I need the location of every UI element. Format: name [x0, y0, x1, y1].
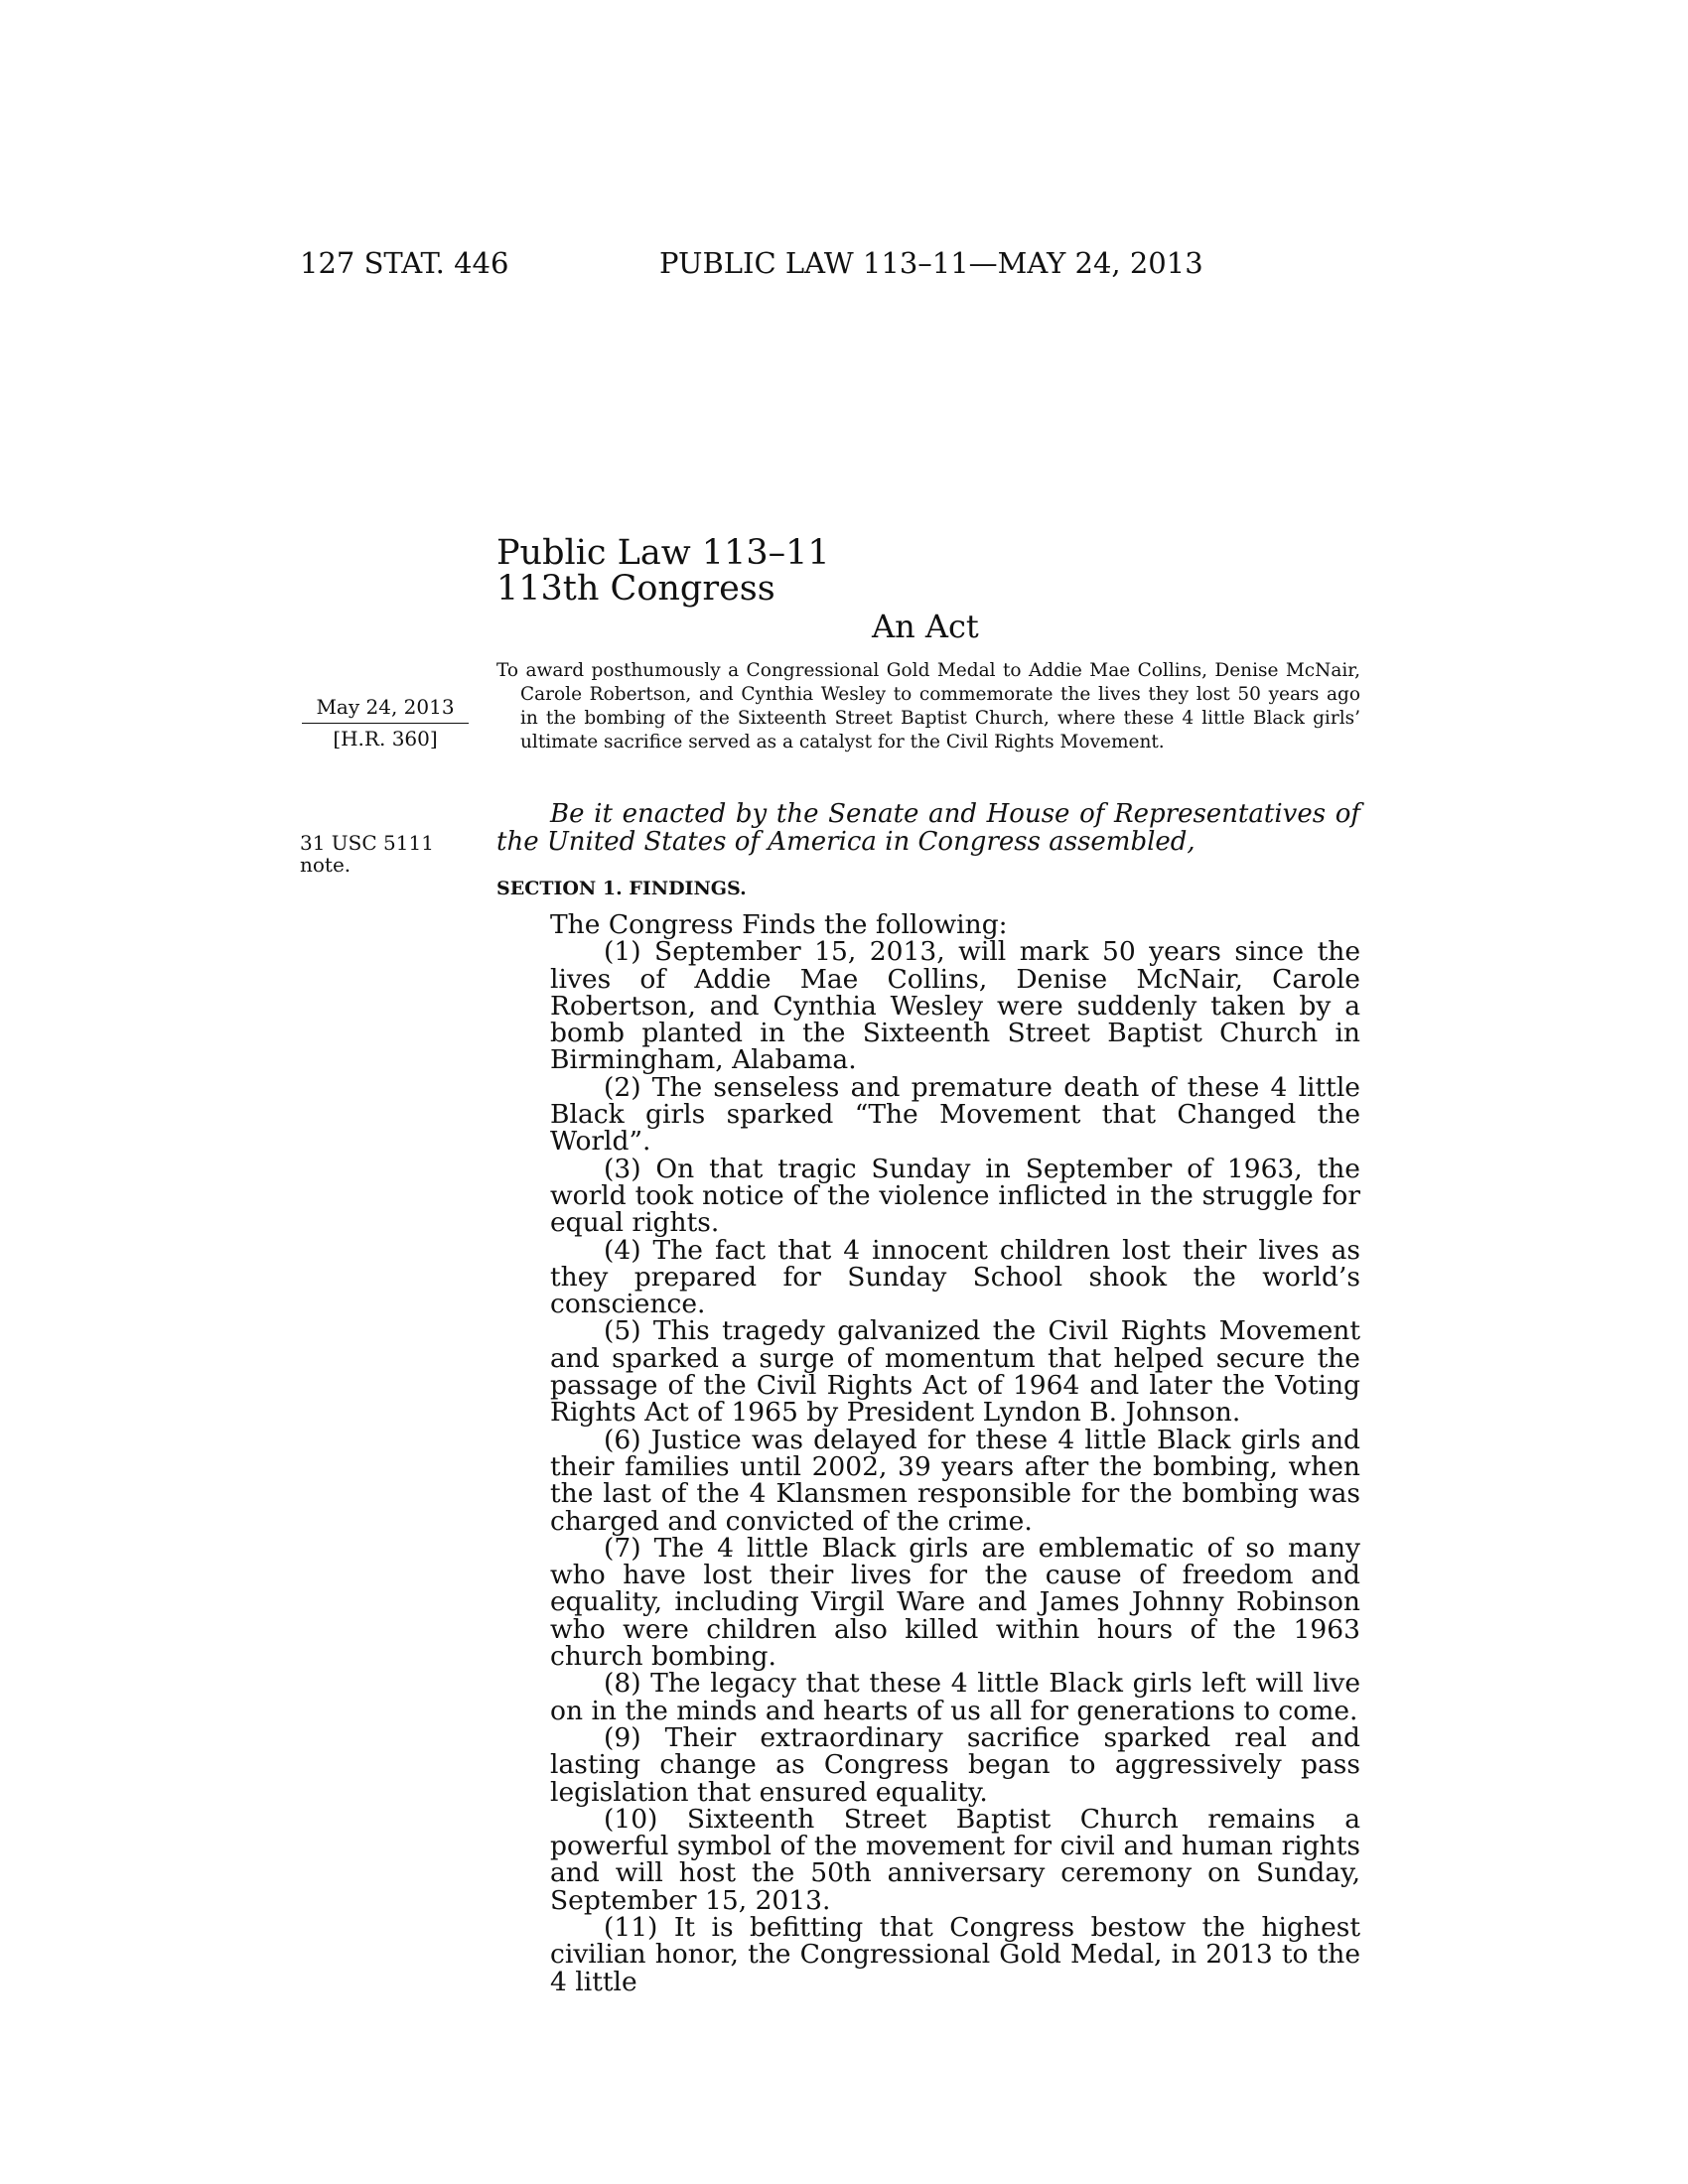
finding-2: (2) The senseless and premature death of these 4 little Black girls sparked “The Movement that Changed the World”.	[550, 1071, 1360, 1158]
running-head-stat: 127 STAT. 446	[300, 246, 509, 280]
congress-number: 113th Congress	[496, 569, 775, 609]
act-heading: An Act	[872, 608, 979, 645]
margin-usc-citation: 31 USC 5111	[300, 831, 434, 855]
findings-lead: The Congress Finds the following:	[550, 909, 1008, 940]
finding-7: (7) The 4 little Black girls are emblematic of so many who have lost their lives for the cause of freedom and equality, including Virgil Ware and James Johnny Robinson who were children also killed within hours of the 1963 church bombing.	[550, 1532, 1360, 1673]
margin-usc-note	[300, 832, 434, 876]
finding-4: (4) The fact that 4 innocent children lost their lives as they prepared for Sunday School shook the world’s conscience.	[550, 1234, 1360, 1320]
finding-6: (6) Justice was delayed for these 4 little Black girls and their families until 2002, 39 years after the bombing, when the last of the 4 Klansmen responsible for the bombing was charged and convicted of the crime.	[550, 1424, 1360, 1537]
finding-1: (1) September 15, 2013, will mark 50 years since the lives of Addie Mae Collins, Denise McNair, Carole Robertson, and Cynthia Wesley were suddenly taken by a bomb planted in the Sixteenth Street Baptist Church in Birmingham, Alabama.	[550, 936, 1360, 1076]
enacting-clause: Be it enacted by the Senate and House of Representatives of the United States of America in Congress assembled,	[496, 799, 1360, 857]
section-heading: SECTION 1. FINDINGS.	[496, 878, 747, 899]
purpose-clause: To award posthumously a Congressional Gold Medal to Addie Mae Collins, Denise McNair, Carole Robertson, and Cynthia Wesley to commemorate the lives they lost 50 years ago in the bombing of the Sixteenth Street Baptist Church, where these 4 little Black girls’ ultimate sacrifice served as a catalyst for the Civil Rights Movement.	[496, 660, 1360, 752]
finding-10: (10) Sixteenth Street Baptist Church remains a powerful symbol of the movement for civil and human rights and will host the 50th anniversary ceremony on Sunday, September 15, 2013.	[550, 1803, 1360, 1916]
finding-11: (11) It is befitting that Congress bestow the highest civilian honor, the Congressional Gold Medal, in 2013 to the 4 little	[550, 1911, 1360, 1997]
finding-9: (9) Their extraordinary sacrifice sparked real and lasting change as Congress began to aggressively pass legislation that ensured equality.	[550, 1721, 1360, 1808]
margin-date: May 24, 2013	[302, 695, 469, 724]
law-title: Public Law 113–11	[496, 533, 830, 573]
finding-3: (3) On that tragic Sunday in September of 1963, the world took notice of the violence inflicted in the struggle for equal rights.	[550, 1153, 1360, 1239]
finding-5: (5) This tragedy galvanized the Civil Rights Movement and sparked a surge of momentum that helped secure the passage of the Civil Rights Act of 1964 and later the Voting Rights Act of 1965 by President Lyndon B. Johnson.	[550, 1315, 1360, 1429]
margin-bill-number: [H.R. 360]	[333, 727, 438, 751]
margin-usc-note-label: note.	[300, 853, 352, 877]
running-head-law: PUBLIC LAW 113–11—MAY 24, 2013	[659, 246, 1203, 280]
finding-8: (8) The legacy that these 4 little Black girls left will live on in the minds and hearts of us all for generations to come.	[550, 1668, 1360, 1726]
findings-body	[550, 911, 1360, 1995]
